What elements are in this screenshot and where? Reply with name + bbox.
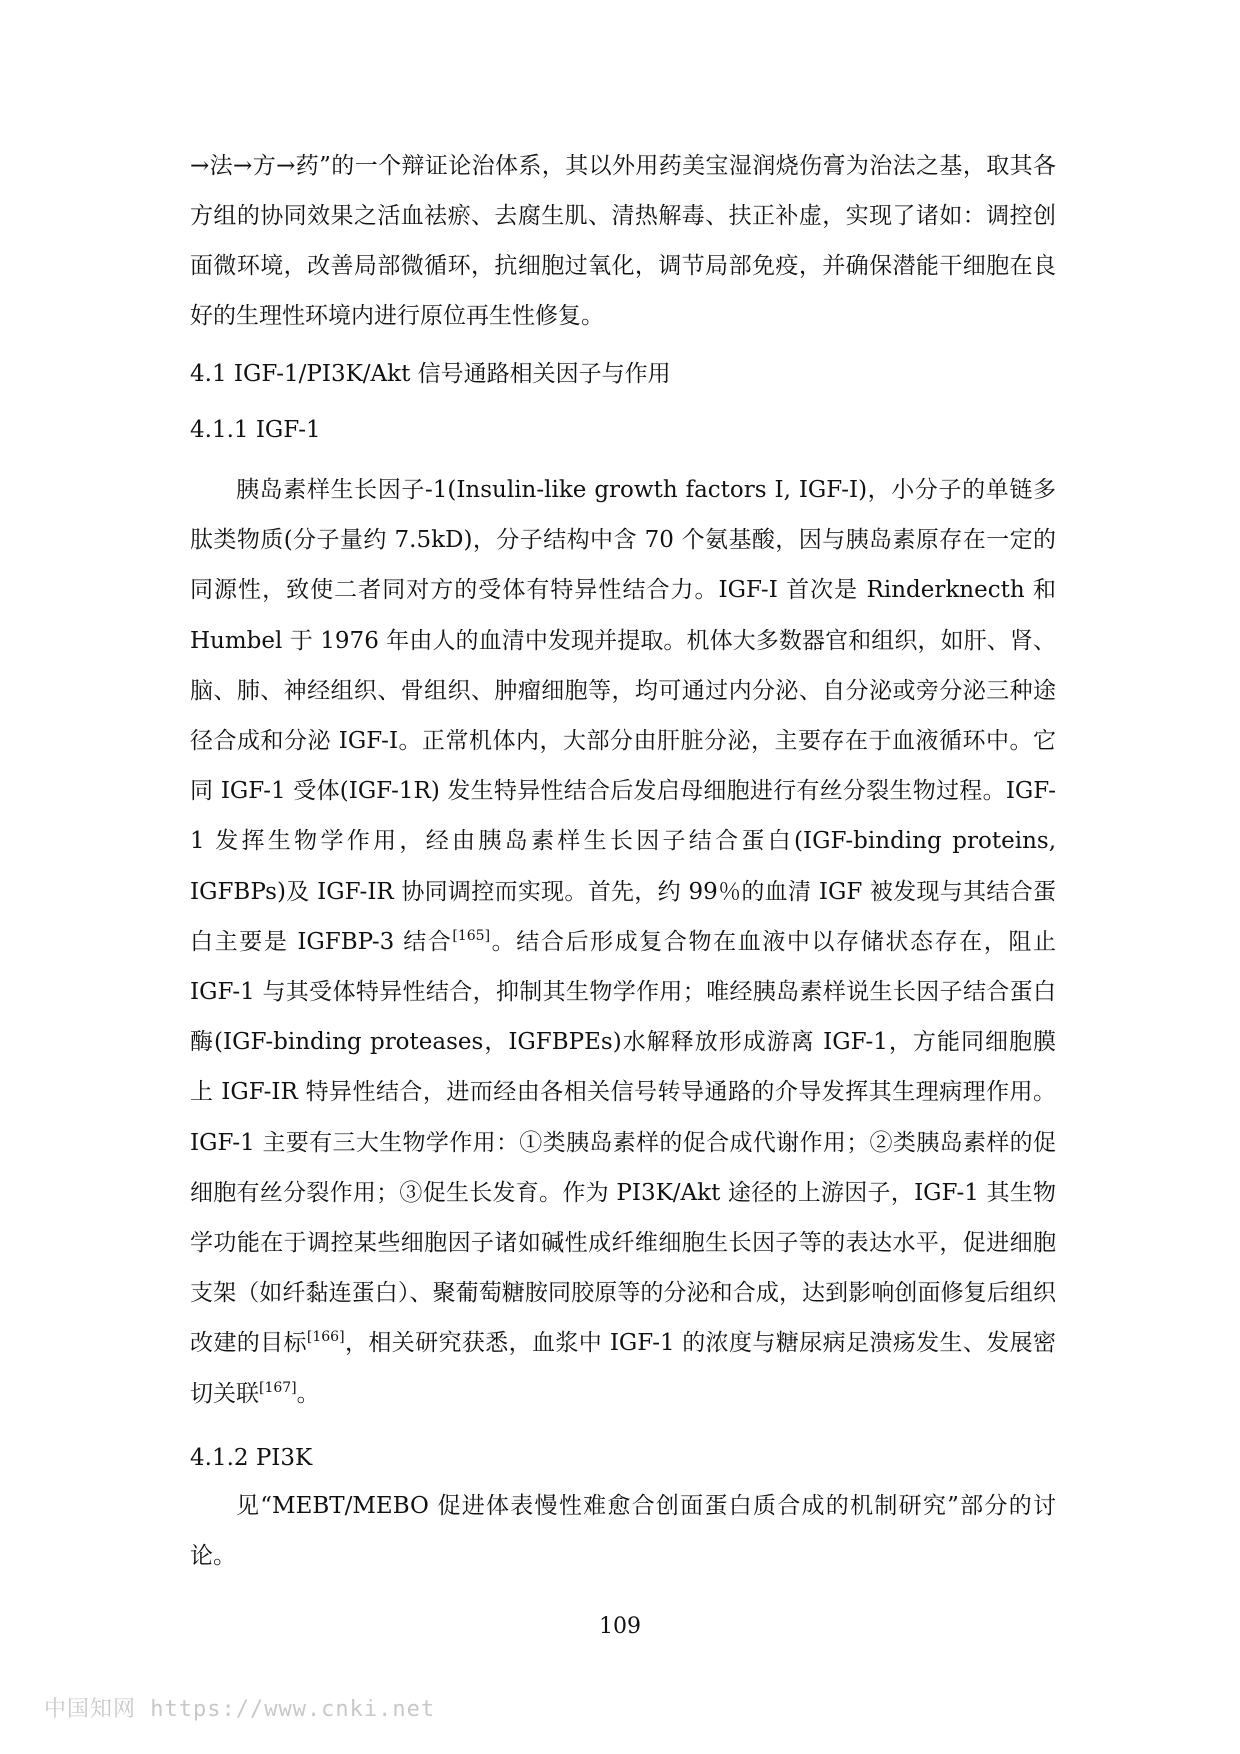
igf1-text-part-2: 。结合后形成复合物在血液中以存储状态存在，阻止 IGF-1 与其受体特异性结合，抑制其生物学作用；唯经胰岛素样说生长因子结合蛋白酶(IGF-binding proteases，IGFBPEs)水解释放形成游离 IGF-1，方能同细胞膜上 IGF-IR 特异性结合，进而经由各相关信号转导通路的介导发挥其生理病理作用。IGF-1 主要有三大生物学作用：①类胰岛素样的促合成代谢作用；②类胰岛素样的促细胞有丝分裂作用；③促生长发育。作为 PI3K/Akt 途径的上游因子，IGF-1 其生物学功能在于调控某些细胞因子诸如碱性成纤维细胞生长因子等的表达水平，促进细胞支架（如纤黏连蛋白）、聚葡萄糖胺同胶原等的分泌和合成，达到影响创面修复后组织改建的目标 xyxy=(190,928,1056,1357)
igf1-paragraph xyxy=(190,465,1056,1419)
subsection-igf1-heading: 4.1.1 IGF-1 xyxy=(190,417,321,443)
citation-167: [167] xyxy=(259,1379,297,1396)
citation-165: [165] xyxy=(452,927,491,944)
igf1-text-part-1: 胰岛素样生长因子-1(Insulin-like growth factors I, IGF-I)，小分子的单链多肽类物质(分子量约 7.5kD)，分子结构中含 70 个氨基酸，因与胰岛素原存在一定的同源性，致使二者同对方的受体有特异性结合力。IGF-I 首次是 Rinderknecth 和 Humbel 于 1976 年由人的血清中发现并提取。机体大多数器官和组织，如肝、肾、脑、肺、神经组织、骨组织、肿瘤细胞等，均可通过内分泌、自分泌或旁分泌三种途径合成和分泌 IGF-I。正常机体内，大部分由肝脏分泌，主要存在于血液循环中。它同 IGF-1 受体(IGF-1R) 发生特异性结合后发启母细胞进行有丝分裂生物过程。IGF-1 发挥生物学作用，经由胰岛素样生长因子结合蛋白(IGF-binding proteins, IGFBPs)及 IGF-IR 协同调控而实现。首先，约 99％的血清 IGF 被发现与其结合蛋白主要是 IGFBP-3 结合 xyxy=(190,477,1057,955)
intro-paragraph: →法→方→药”的一个辩证论治体系，其以外用药美宝湿润烧伤膏为治法之基，取其各方组的协同效果之活血祛瘀、去腐生肌、清热解毒、扶正补虚，实现了诸如：调控创面微环境，改善局部微循环，抗细胞过氧化，调节局部免疫，并确保潜能干细胞在良好的生理性环境内进行原位再生性修复。 xyxy=(190,153,1056,329)
section-heading: 4.1 IGF-1/PI3K/Akt 信号通路相关因子与作用 xyxy=(190,361,671,387)
cnki-watermark: 中国知网 https://www.cnki.net xyxy=(44,1697,436,1722)
page-number: 109 xyxy=(599,1614,641,1639)
igf1-text-part-4: 。 xyxy=(296,1380,320,1407)
pi3k-paragraph: 见“MEBT/MEBO 促进体表慢性难愈合创面蛋白质合成的机制研究”部分的讨论。 xyxy=(190,1493,1056,1569)
subsection-pi3k-heading: 4.1.2 PI3K xyxy=(190,1445,313,1471)
igf1-text-part-3: ，相关研究获悉，血浆中 IGF-1 的浓度与糖尿病足溃疡发生、发展密切关联 xyxy=(190,1330,1056,1407)
citation-166: [166] xyxy=(306,1329,345,1346)
